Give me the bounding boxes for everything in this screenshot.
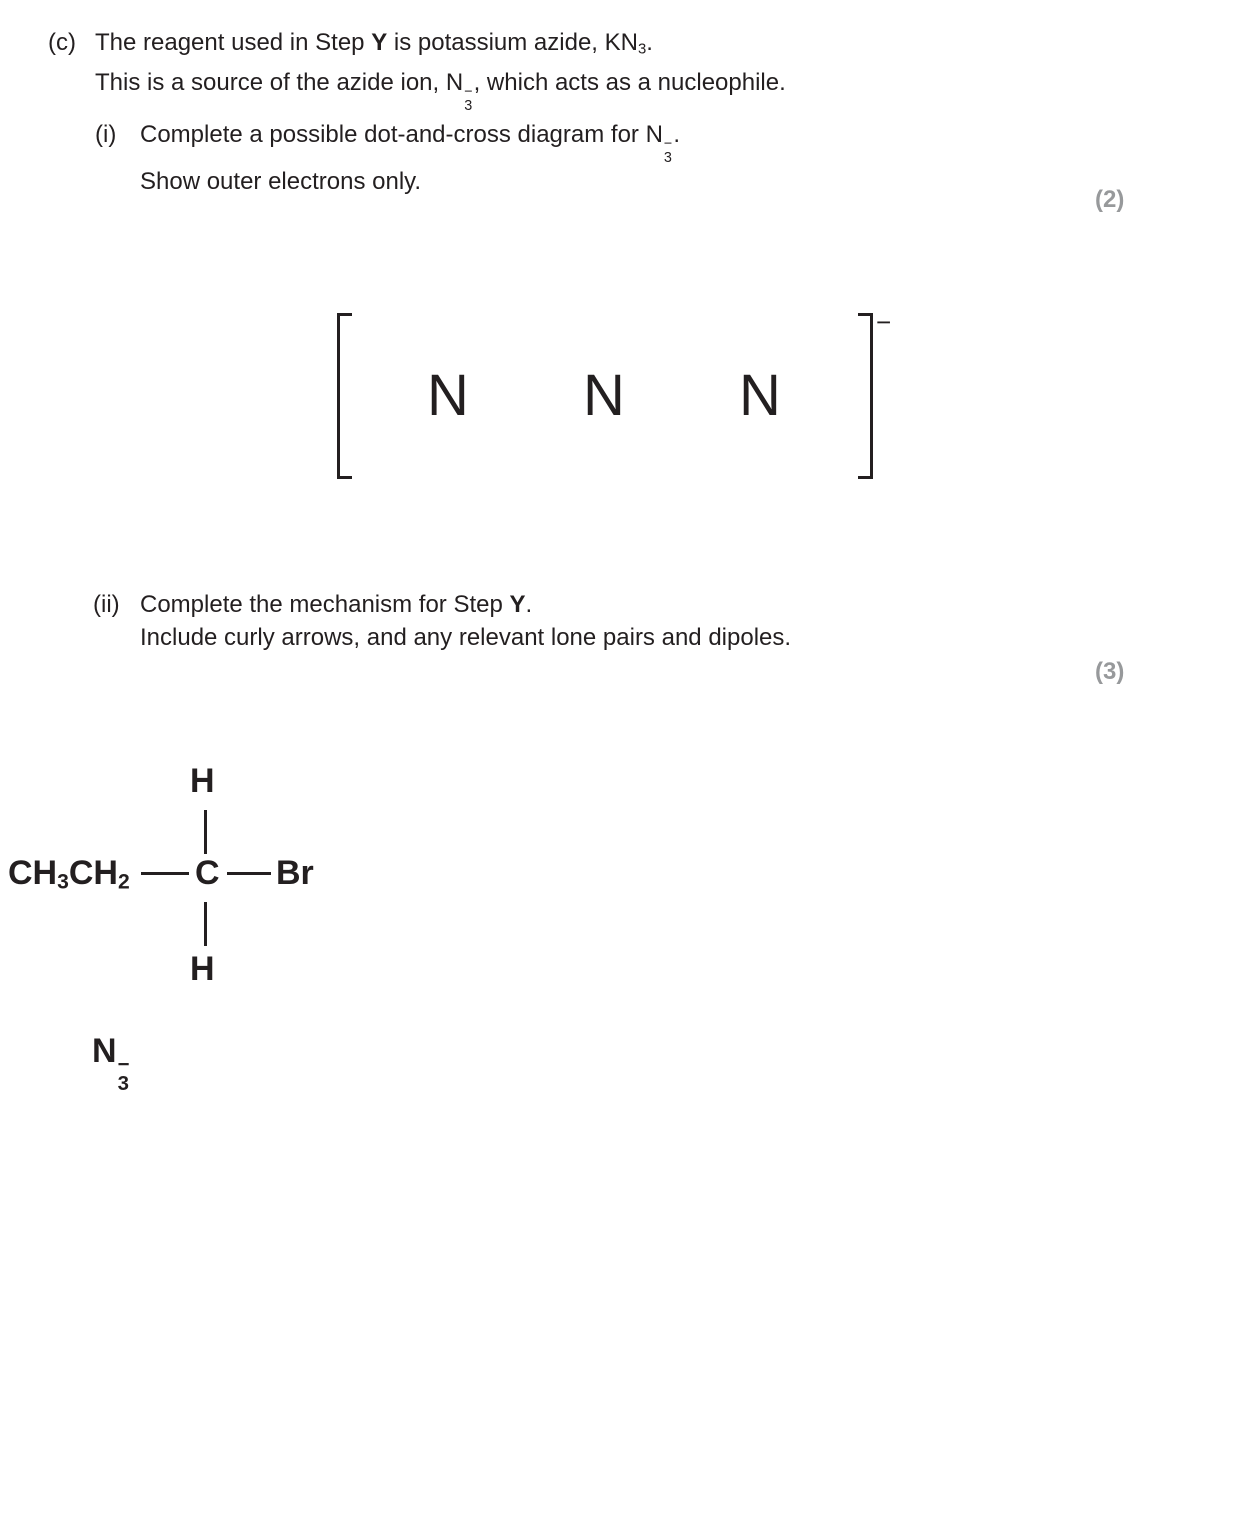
azide-nucleophile [92,1030,130,1094]
bond-ethyl-c [141,872,189,875]
part-c-section [48,26,786,114]
right-square-bracket [858,313,873,479]
part-i-marks: (2) [1095,186,1125,213]
text-run: . [646,29,653,56]
azide-ion-charge-stack [664,138,672,165]
subscript-3: 3 [637,41,647,58]
text-run: is potassium azide, KN [387,29,638,56]
subscript-3: 3 [117,1072,129,1095]
left-square-bracket [337,313,352,479]
charge-superscript: − [876,307,892,337]
nitrogen-atom-2: N [583,363,625,428]
text-run: CH [8,854,58,892]
part-c-line1 [95,26,786,66]
part-i-line2: Show outer electrons only. [140,168,422,196]
text-run: N [92,1032,117,1070]
text-run: Complete the mechanism for Step [140,591,510,618]
part-ii-marks: (3) [1095,658,1125,685]
part-ii-line1 [140,588,791,621]
subscript-3: 3 [57,870,69,894]
bond-c-br [227,872,271,875]
step-y-bold: Y [371,29,388,56]
subscript-3: 3 [464,97,473,114]
text-run: . [673,121,680,148]
bond-c-h-bottom [204,902,207,946]
bromine-atom: Br [276,854,314,892]
central-carbon: C [195,854,220,892]
superscript-minus: − [464,84,473,101]
azide-ion-charge-stack [117,1053,130,1095]
ethyl-group [8,852,130,904]
text-run: , which acts as a nucleophile. [473,69,786,97]
step-y-bold: Y [509,591,526,618]
part-ii-label: (ii) [93,591,120,618]
bond-c-h-top [204,810,207,854]
text-run: Complete a possible dot-and-cross diagram for N [140,121,663,148]
text-run: . [525,591,533,618]
mechanism-answer-area[interactable] [0,752,430,1097]
superscript-minus: − [117,1053,130,1076]
nitrogen-atom-1: N [427,363,469,428]
part-ii-section [93,588,791,654]
part-i-label: (i) [95,121,117,148]
hydrogen-top: H [190,762,215,800]
part-c-text [95,26,786,114]
subscript-3: 3 [663,149,672,166]
part-c-label: (c) [48,29,76,56]
part-i-text [140,118,680,198]
part-ii-line2: Include curly arrows, and any relevant lone pairs and dipoles. [140,624,792,651]
nitrogen-atom-3: N [739,363,781,428]
part-i-line1 [140,118,680,165]
part-c-line2 [95,66,786,113]
azide-dot-cross-answer-area[interactable] [337,307,892,483]
text-run: This is a source of the azide ion, N [95,69,464,97]
hydrogen-bottom: H [190,950,215,988]
part-ii-text [140,588,791,654]
text-run: The reagent used in Step [95,29,372,56]
text-run: CH [68,854,118,892]
azide-ion-charge-stack [464,86,472,113]
subscript-2: 2 [117,870,130,894]
superscript-minus: − [663,136,673,153]
part-i-section [95,118,680,198]
